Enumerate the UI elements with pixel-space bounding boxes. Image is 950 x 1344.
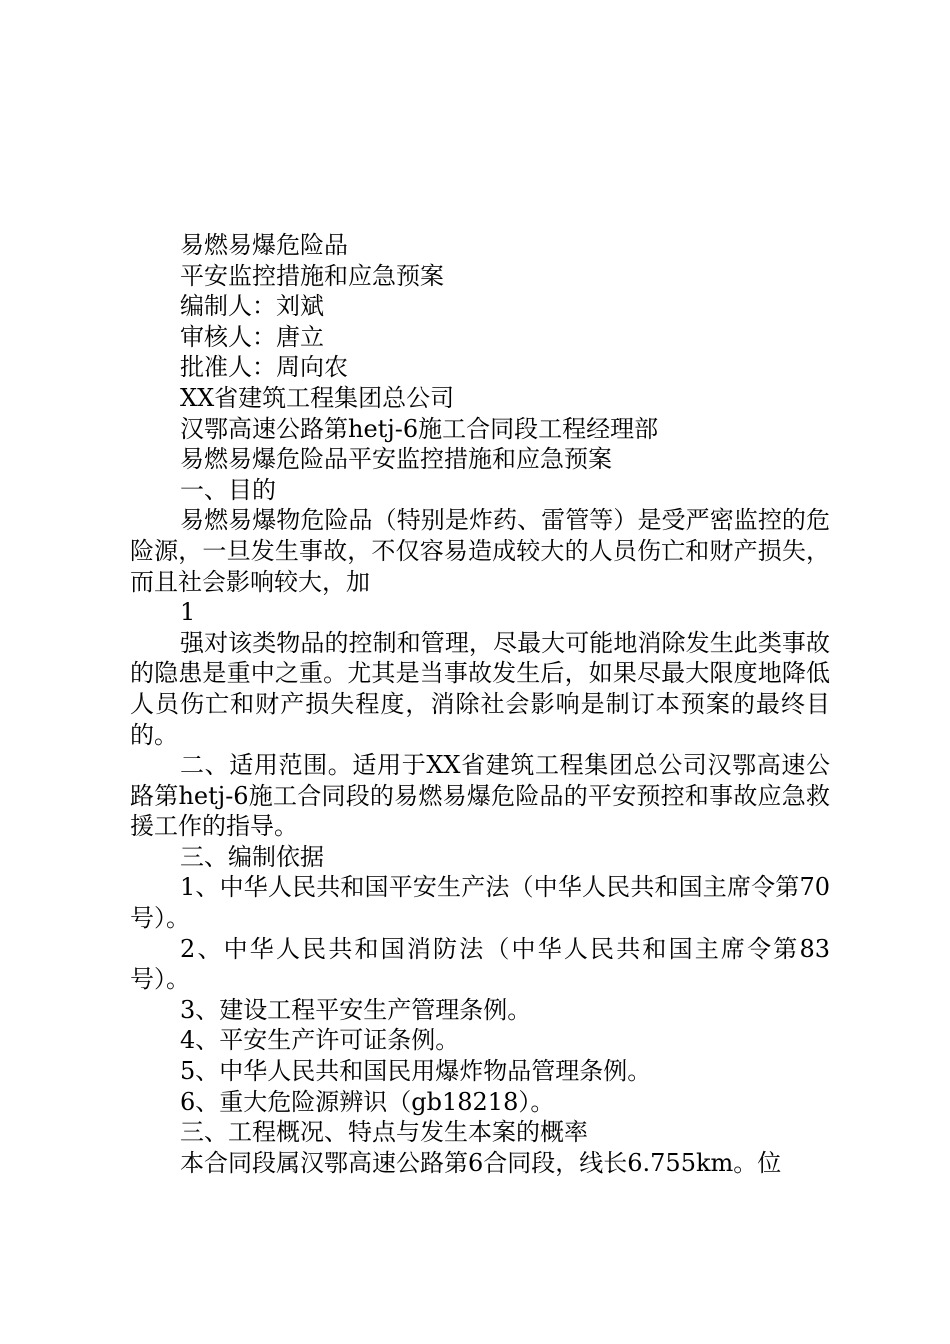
- reviewer-line: 审核人：唐立: [180, 322, 324, 351]
- basis-item-3: 3、建设工程平安生产管理条例。: [180, 995, 532, 1024]
- section-4-paragraph: 本合同段属汉鄂高速公路第6合同段，线长6.755km。位: [180, 1148, 782, 1177]
- section-3-heading: 三、编制依据: [180, 842, 324, 871]
- basis-item-4: 4、平安生产许可证条例。: [180, 1026, 460, 1055]
- compiler-line: 编制人：刘斌: [180, 292, 324, 321]
- section-4-heading: 三、工程概况、特点与发生本案的概率: [180, 1118, 588, 1147]
- company-line: XX省建筑工程集团总公司: [180, 383, 455, 412]
- main-heading: 易燃易爆危险品平安监控措施和应急预案: [180, 445, 612, 474]
- basis-item-1: 1、中华人民共和国平安生产法（中华人民共和国主席令第70号）。: [130, 873, 830, 933]
- basis-item-5: 5、中华人民共和国民用爆炸物品管理条例。: [180, 1057, 652, 1086]
- section-2-paragraph: 二、适用范围。适用于XX省建筑工程集团总公司汉鄂高速公路第hetj-6施工合同段的易燃易爆危险品的平安预控和事故应急救援工作的指导。: [130, 751, 830, 841]
- section-1-heading: 一、目的: [180, 475, 276, 504]
- department-line: 汉鄂高速公路第hetj-6施工合同段工程经理部: [180, 414, 659, 443]
- basis-item-6: 6、重大危险源辨识（gb18218）。: [180, 1087, 555, 1116]
- title-line-2: 平安监控措施和应急预案: [180, 261, 444, 290]
- basis-item-2: 2、中华人民共和国消防法（中华人民共和国主席令第83号）。: [130, 934, 830, 994]
- approver-line: 批准人：周向农: [180, 353, 348, 382]
- section-1-paragraph-2: 强对该类物品的控制和管理，尽最大可能地消除发生此类事故的隐患是重中之重。尤其是当事故发生后，如果尽最大限度地降低人员伤亡和财产损失程度，消除社会影响是制订本预案的最终目的。: [130, 628, 830, 749]
- page-number: 1: [180, 598, 196, 627]
- title-line-1: 易燃易爆危险品: [180, 231, 348, 259]
- section-1-paragraph-1: 易燃易爆物危险品（特别是炸药、雷管等）是受严密监控的危险源，一旦发生事故，不仅容易造成较大的人员伤亡和财产损失，而且社会影响较大，加: [130, 506, 830, 596]
- document-body: [130, 230, 830, 1178]
